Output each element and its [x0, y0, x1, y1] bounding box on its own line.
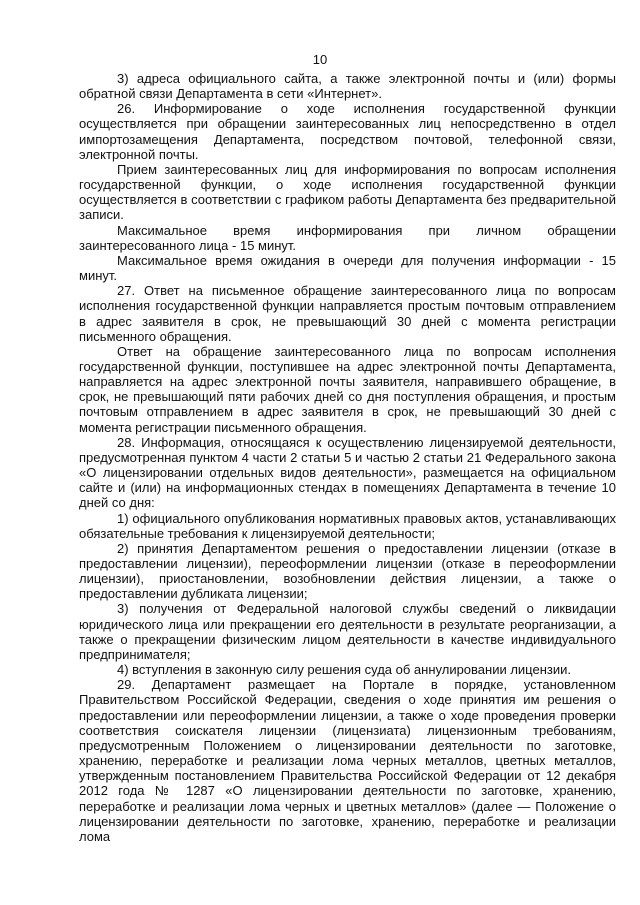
paragraph-29-portal: 29. Департамент размещает на Портале в порядке, установленном Правительством Российской Федерации, сведения о ходе принятия им решения о предоставлении или переоформлении лицензии, а также о ходе проведения проверки соответствия соискателя лицензии (лицензиата) лицензионным требованиям, предусмотренным Положением о лицензировании деятельности по заготовке, хранению, переработке и реализации лома черных металлов, цветных металлов, утвержденным постановлением Правительства Российской Федерации от 12 декабря 2012 года № 1287 «О лицензировании деятельности по заготовке, хранению, переработке и реализации лома черных и цветных металлов» (далее — Положение о лицензировании деятельности по заготовке, хранению, переработке и реализации лома	[79, 677, 616, 844]
paragraph-max-informing-time: Максимальное время информирования при личном обращении заинтересованного лица - 15 минут.	[79, 222, 616, 253]
paragraph-26-informing: 26. Информирование о ходе исполнения государственной функции осуществляется при обращении заинтересованных лиц непосредственно в отдел импортозамещения Департамента, посредством почтовой, телефонной связи, электронной почты.	[79, 101, 616, 162]
paragraph-item-3-website: 3) адреса официального сайта, а также электронной почты и (или) формы обратной связи Департамента в сети «Интернет».	[79, 71, 616, 102]
paragraph-28-license-info: 28. Информация, относящаяся к осуществлению лицензируемой деятельности, предусмотренная пунктом 4 части 2 статьи 5 и частью 2 статьи 21 Федерального закона «О лицензировании отдельных видов деятельности», размещается на официальном сайте и (или) на информационных стендах в помещениях Департамента в течение 10 дней со дня:	[79, 434, 616, 511]
paragraph-reception: Прием заинтересованных лиц для информирования по вопросам исполнения государственной функции, о ходе исполнения государственной функции осуществляется в соответствии с графиком работы Департамента без предварительной записи.	[79, 161, 616, 223]
page-number: 10	[312, 52, 328, 67]
paragraph-item-2-decision: 2) принятия Департаментом решения о предоставлении лицензии (отказе в предоставлении лицензии), переоформлении лицензии (отказе в переоформлении лицензии), приостановлении, возобновлении действия лицензии, а также о предоставлении дубликата лицензии;	[79, 540, 616, 602]
paragraph-item-1-publication: 1) официального опубликования нормативных правовых актов, устанавливающих обязательные требования к лицензируемой деятельности;	[79, 510, 616, 541]
paragraph-item-4-court-decision: 4) вступления в законную силу решения суда об аннулировании лицензии.	[117, 662, 571, 678]
document-body	[79, 71, 616, 844]
paragraph-max-waiting-time: Максимальное время ожидания в очереди для получения информации - 15 минут.	[79, 252, 616, 284]
paragraph-27-written-reply: 27. Ответ на письменное обращение заинтересованного лица по вопросам исполнения государственной функции направляется простым почтовым отправлением в адрес заявителя в срок, не превышающий 30 дней с момента регистрации письменного обращения.	[79, 283, 616, 344]
paragraph-email-reply: Ответ на обращение заинтересованного лица по вопросам исполнения государственной функции, поступившее на адрес электронной почты Департамента, направляется на адрес электронной почты заявителя, направившего обращение, в срок, не превышающий пяти рабочих дней со дня поступления обращения, и простым почтовым отправлением в адрес заявителя в срок, не превышающий 30 дней с момента регистрации письменного обращения.	[79, 343, 616, 435]
paragraph-item-3-tax-service: 3) получения от Федеральной налоговой службы сведений о ликвидации юридического лица или прекращении его деятельности в результате реорганизации, а также о прекращении физическим лицом деятельности в качестве индивидуального предпринимателя;	[79, 601, 616, 662]
